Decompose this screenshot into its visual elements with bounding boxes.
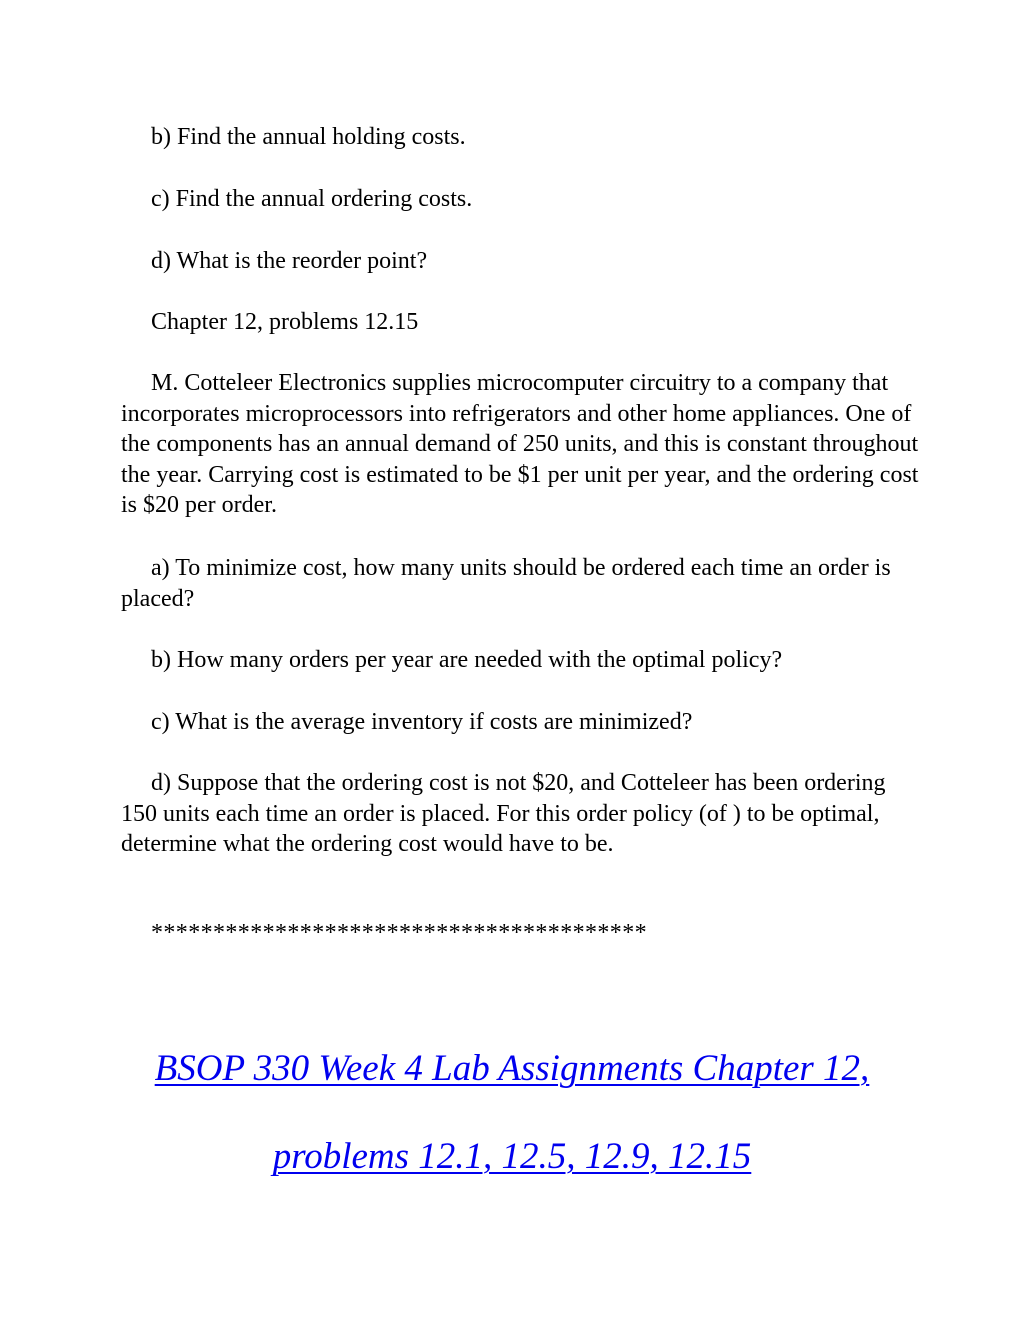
question-b-holding-costs: b) Find the annual holding costs. [151, 124, 466, 150]
separator-stars: **************************************** [151, 920, 647, 946]
question-c-average-inventory: c) What is the average inventory if costs are minimized? [151, 709, 693, 735]
question-c-ordering-costs: c) Find the annual ordering costs. [151, 186, 473, 212]
assignment-link-line-2[interactable]: problems 12.1, 12.5, 12.9, 12.15 [272, 1136, 752, 1177]
assignment-link-line-1[interactable]: BSOP 330 Week 4 Lab Assignments Chapter 12, [154, 1048, 870, 1089]
question-a-order-quantity: a) To minimize cost, how many units should be ordered each time an order is placed? [121, 555, 891, 612]
question-b-orders-per-year: b) How many orders per year are needed with the optimal policy? [151, 647, 783, 673]
section-heading-problem-12-15: Chapter 12, problems 12.15 [151, 309, 419, 335]
problem-12-15-description: M. Cotteleer Electronics supplies microcomputer circuitry to a company that incorporates microprocessors into refrigerators and other home appliances. One of the components has an annual demand of 250 units, and this is constant throughout the year. Carrying cost is estimated to be $1 per unit per year, and the ordering cost is $20 per order. [121, 370, 919, 518]
question-d-reorder-point: d) What is the reorder point? [151, 248, 428, 274]
question-d-ordering-cost: d) Suppose that the ordering cost is not $20, and Cotteleer has been ordering 150 units each time an order is placed. For this order policy (of ) to be optimal, determine what the ordering cost would have to be. [121, 770, 886, 857]
